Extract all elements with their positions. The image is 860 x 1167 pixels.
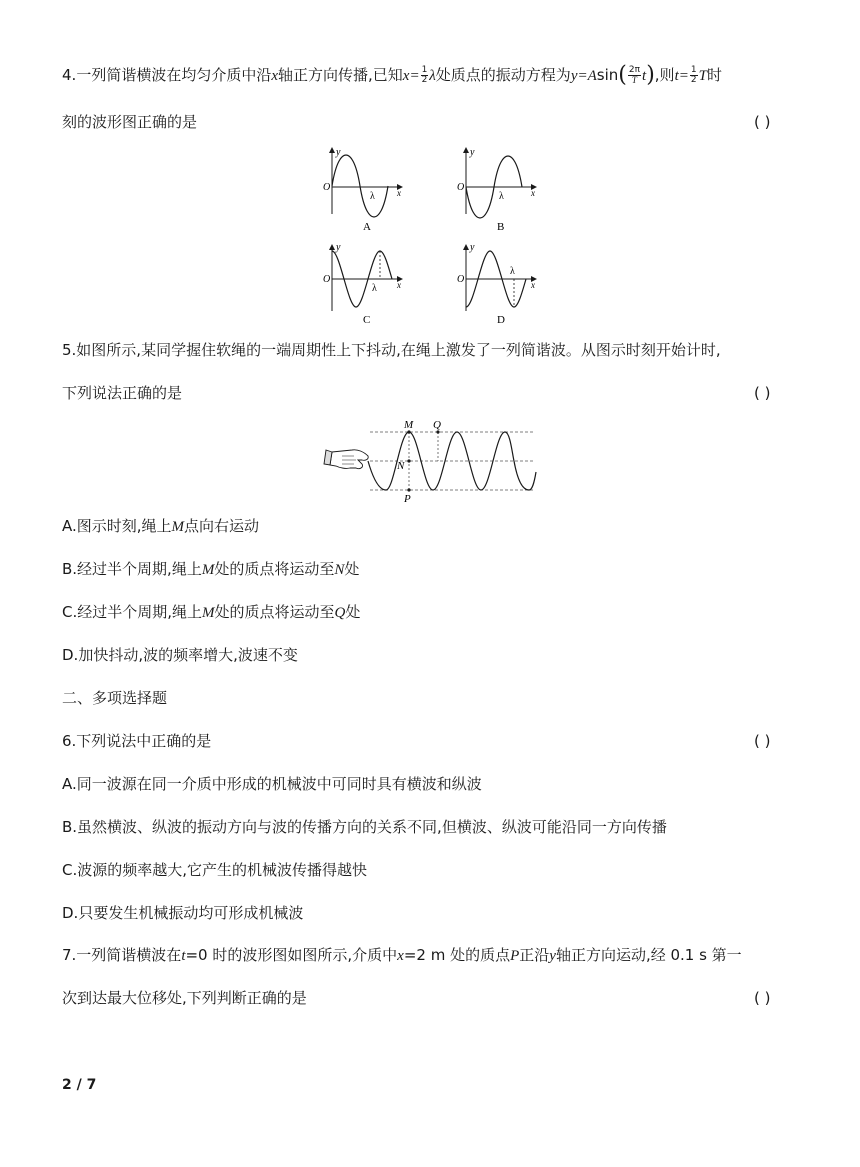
graph-d-y-label: y — [470, 242, 475, 253]
q5-option-a: A.图示时刻,绳上M点向右运动 — [62, 517, 260, 535]
fraction-half-T: $\frac{1}{2}$ — [690, 65, 697, 85]
graph-b — [457, 147, 536, 233]
page-number: 2 / 7 — [62, 1077, 97, 1093]
section-heading: 二、多项选择题 — [62, 689, 168, 707]
option-b-label: B — [497, 221, 505, 233]
graph-a-x-label: x — [397, 188, 401, 198]
q7-answer-bracket: ( ) — [754, 989, 771, 1007]
point-n-label: N — [397, 460, 405, 472]
graph-c-lambda: λ — [372, 283, 377, 294]
q5-line2: 下列说法正确的是 — [62, 384, 183, 402]
q4-line2: 刻的波形图正确的是 — [62, 113, 198, 131]
q5-option-c: C.经过半个周期,绳上M处的质点将运动至Q处 — [62, 603, 361, 621]
option-c-label: C — [363, 314, 371, 326]
q6-line1: 6.下列说法中正确的是 — [62, 732, 212, 750]
graph-d — [457, 242, 536, 326]
q5-option-b: B.经过半个周期,绳上M处的质点将运动至N处 — [62, 560, 360, 578]
q5-rope-figure — [320, 412, 540, 504]
q4-answer-bracket: ( ) — [754, 113, 771, 131]
q5-option-d: D.加快抖动,波的频率增大,波速不变 — [62, 646, 298, 664]
q4-graphs — [310, 142, 550, 327]
q5-line1: 5.如图所示,某同学握住软绳的一端周期性上下抖动,在绳上激发了一列简谐波。从图示时刻开始计时, — [62, 341, 721, 359]
q5-answer-bracket: ( ) — [754, 384, 771, 402]
graph-d-x-label: x — [531, 280, 535, 290]
graph-c — [323, 242, 402, 326]
graph-b-origin: O — [457, 182, 465, 193]
q7-line2: 次到达最大位移处,下列判断正确的是 — [62, 989, 307, 1007]
graph-a-lambda: λ — [370, 191, 375, 202]
q6-option-a: A.同一波源在同一介质中形成的机械波中可同时具有横波和纵波 — [62, 775, 482, 793]
q6-option-c: C.波源的频率越大,它产生的机械波传播得越快 — [62, 861, 368, 879]
q6-option-b: B.虽然横波、纵波的振动方向与波的传播方向的关系不同,但横波、纵波可能沿同一方向传播 — [62, 818, 667, 836]
graph-b-y-label: y — [470, 147, 475, 158]
q6-answer-bracket: ( ) — [754, 732, 771, 750]
graph-c-y-label: y — [336, 242, 341, 253]
graph-b-x-label: x — [531, 188, 535, 198]
fraction-half: $\frac{1}{2}$ — [421, 65, 428, 85]
q6-option-d: D.只要发生机械振动均可形成机械波 — [62, 904, 304, 922]
fraction-2pi-T: $\frac{2\pi}{T}$ — [628, 65, 641, 85]
graph-c-x-label: x — [397, 280, 401, 290]
point-q-label: Q — [433, 419, 441, 431]
graph-a-origin: O — [323, 182, 331, 193]
hand-icon — [324, 450, 368, 469]
point-m-label: M — [404, 419, 414, 431]
option-a-label: A — [363, 221, 371, 233]
q7-line1: 7.一列简谐横波在t=0 时的波形图如图所示,介质中x=2 m 处的质点P正沿y轴正方向运动,经 0.1 s 第一 — [62, 946, 742, 964]
graph-b-lambda: λ — [499, 191, 504, 202]
graph-d-lambda: λ — [510, 266, 515, 277]
q4-line1: 4.一列简谐横波在均匀介质中沿x轴正方向传播,已知x= $\frac{1}{2}$ λ处质点的振动方程为y=Asin( $\frac{2\pi}{T}$ t),则t= $\frac{1}{2}$ T时 — [62, 62, 722, 88]
option-d-label: D — [497, 314, 505, 326]
graph-d-origin: O — [457, 274, 465, 285]
point-p-label: P — [404, 493, 411, 505]
graph-a — [323, 147, 402, 233]
graph-a-y-label: y — [336, 147, 341, 158]
graph-c-origin: O — [323, 274, 331, 285]
